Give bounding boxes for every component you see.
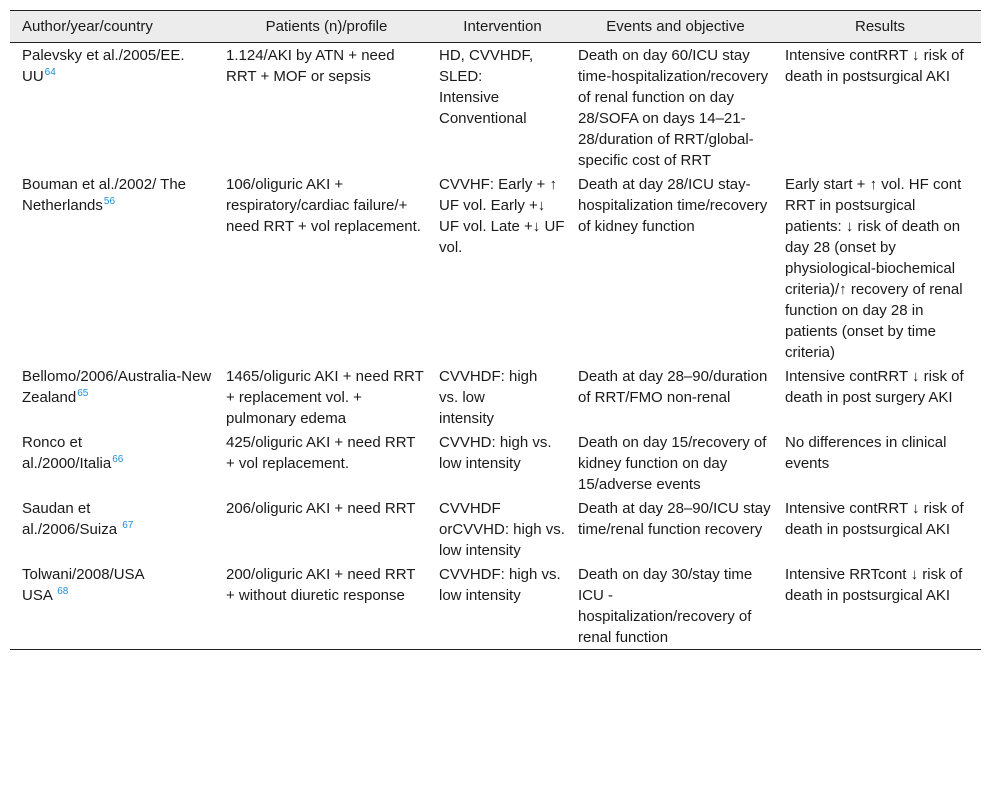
header-intervention: Intervention <box>433 11 572 43</box>
cell-patients: 425/oliguric AKI + need RRT + vol replacement. <box>226 434 416 472</box>
cell-intervention: CVVHDF: high vs. low intensity <box>433 562 572 650</box>
table-row <box>10 364 981 430</box>
table-row <box>10 172 981 364</box>
cell-intervention: CVVHDF orCVVHD: high vs. low intensity <box>439 500 565 559</box>
cell-author: Tolwani/2008/USA USA $^{68}$ <box>10 562 220 650</box>
table-row <box>10 496 981 562</box>
cell-intervention: HD, CVVHDF, SLED: Intensive Conventional <box>439 47 534 127</box>
table-row <box>10 43 981 173</box>
cell-patients: 200/oliguric AKI + need RRT + without diuretic response <box>220 562 433 650</box>
reference-link[interactable]: 66 <box>112 454 124 465</box>
cell-events: Death at day 28–90/ICU stay time/renal function recovery <box>578 500 771 538</box>
table-row <box>10 430 981 496</box>
header-results: Results <box>779 11 981 43</box>
reference-link[interactable]: 65 <box>77 388 89 399</box>
cell-author: Bellomo/2006/Australia-New Zealand$^{65}$ <box>22 368 212 406</box>
reference-link[interactable]: 68 <box>57 586 69 597</box>
cell-results: Intensive RRTcont ↓ risk of death in postsurgical AKI <box>779 562 981 650</box>
cell-results: Early start + ↑ vol. HF cont RRT in postsurgical patients: ↓ risk of death on day 28 (onset by physiological-biochemical criteria)/↑ recovery of renal function on day 28 in patients (onset by time criteria) <box>785 176 963 361</box>
cell-author: Bouman et al./2002/ The Netherlands$^{56}$ <box>22 176 187 214</box>
reference-link[interactable]: 67 <box>122 520 134 531</box>
cell-results: Intensive contRRT ↓ risk of death in postsurgical AKI <box>785 47 964 85</box>
cell-patients: 1.124/AKI by ATN + need RRT + MOF or sepsis <box>226 47 395 85</box>
cell-events: Death on day 15/recovery of kidney function on day 15/adverse events <box>578 434 767 493</box>
cell-patients: 106/oliguric AKI + respiratory/cardiac failure/+ need RRT + vol replacement. <box>226 176 421 235</box>
header-author: Author/year/country <box>10 11 220 43</box>
cell-results: Intensive contRRT ↓ risk of death in postsurgical AKI <box>785 500 964 538</box>
cell-intervention: CVVHD: high vs. low intensity <box>439 434 552 472</box>
header-patients: Patients (n)/profile <box>220 11 433 43</box>
cell-intervention: CVVHDF: high vs. low intensity <box>439 368 538 427</box>
table-row <box>10 562 981 650</box>
cell-events: Death at day 28/ICU stay-hospitalization time/recovery of kidney function <box>578 176 768 235</box>
cell-author: Saudan et al./2006/Suiza $^{67}$ <box>22 500 134 538</box>
cell-author: Palevsky et al./2005/EE. UU$^{64}$ <box>22 47 185 85</box>
studies-table <box>10 10 981 650</box>
cell-patients: 206/oliguric AKI + need RRT <box>226 500 416 517</box>
cell-patients: 1465/oliguric AKI + need RRT + replacement vol. + pulmonary edema <box>226 368 424 427</box>
cell-events: Death at day 28–90/duration of RRT/FMO non-renal <box>578 368 768 406</box>
reference-link[interactable]: 56 <box>103 196 116 207</box>
cell-results: No differences in clinical events <box>785 434 947 472</box>
cell-events: Death on day 60/ICU stay time-hospitalization/recovery of renal function on day 28/SOFA on days 14–21-28/duration of RRT/global-specific cost of RRT <box>578 47 769 169</box>
header-events: Events and objective <box>572 11 779 43</box>
reference-link[interactable]: 64 <box>44 67 56 78</box>
cell-author: Ronco et al./2000/Italia$^{66}$ <box>22 434 124 472</box>
cell-results: Intensive contRRT ↓ risk of death in post surgery AKI <box>785 368 964 406</box>
table-header-row <box>10 11 981 43</box>
cell-events: Death on day 30/stay time ICU - hospitalization/recovery of renal function <box>572 562 779 650</box>
cell-intervention: CVVHF: Early + ↑ UF vol. Early +↓ UF vol. Late +↓ UF vol. <box>439 176 565 256</box>
